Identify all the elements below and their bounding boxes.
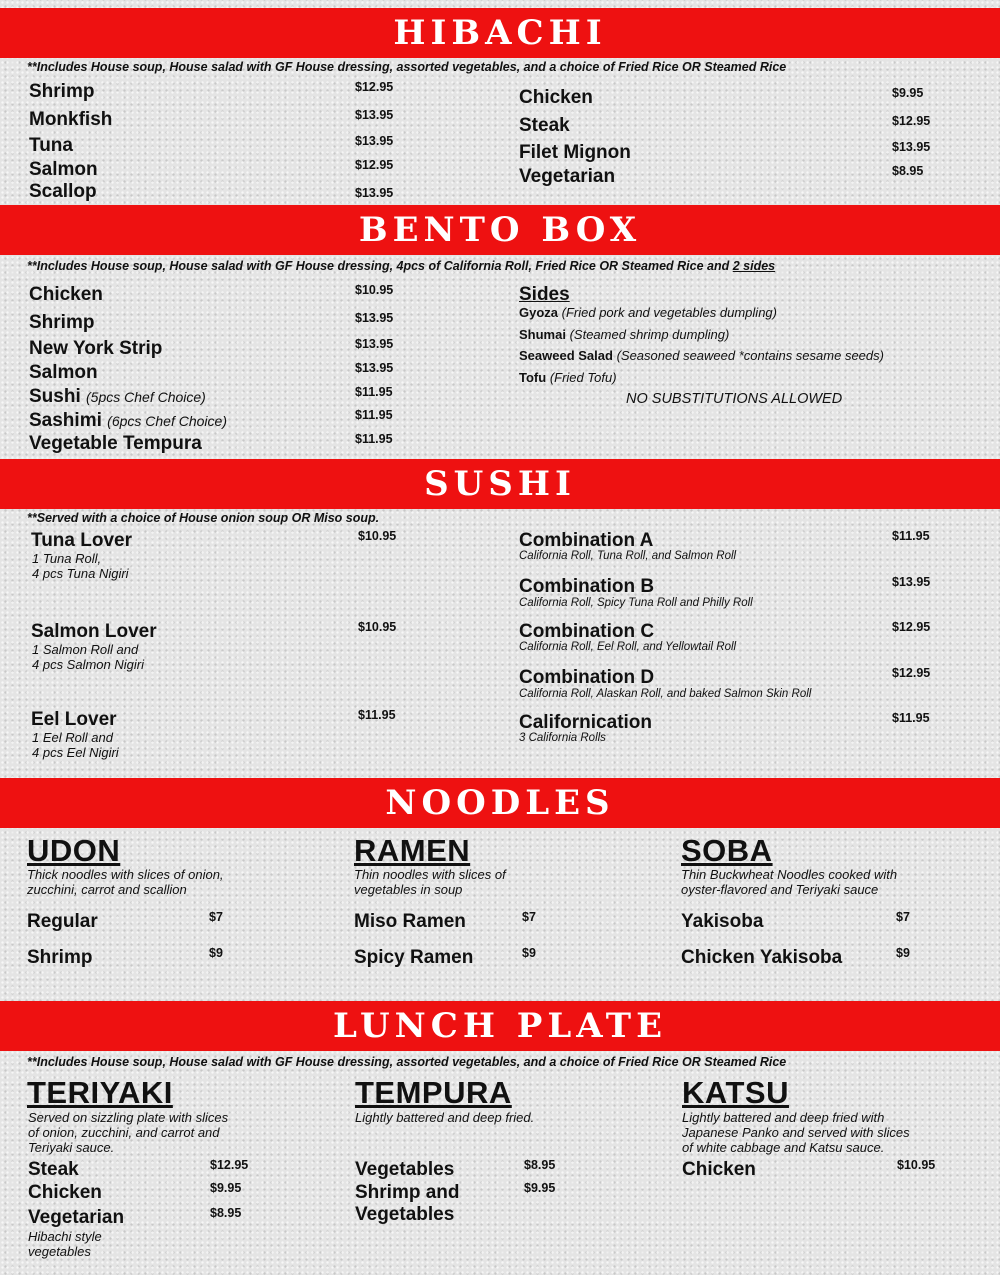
bento-item-name: Sashimi bbox=[29, 410, 102, 431]
noodle-price: $9 bbox=[522, 946, 536, 960]
noodle-item: Miso Ramen bbox=[354, 911, 466, 932]
sushi-item: Eel Lover bbox=[31, 709, 117, 730]
lunch-price: $8.95 bbox=[210, 1206, 242, 1220]
lunch-item: Chicken bbox=[682, 1159, 756, 1180]
bento-item: Shrimp bbox=[29, 312, 95, 333]
noodle-item: Yakisoba bbox=[681, 911, 764, 932]
side-item bbox=[519, 370, 617, 385]
lunch-price: $12.95 bbox=[210, 1158, 249, 1172]
hibachi-price: $9.95 bbox=[892, 86, 924, 100]
noodle-price: $7 bbox=[896, 910, 910, 924]
lunch-item: Steak bbox=[28, 1159, 79, 1180]
hibachi-price: $12.95 bbox=[355, 80, 394, 94]
lunch-item: Shrimp and bbox=[355, 1182, 460, 1203]
tempura-desc: Lightly battered and deep fried. bbox=[355, 1110, 535, 1125]
soba-desc: Thin Buckwheat Noodles cooked with bbox=[681, 867, 898, 882]
bento-item: Vegetable Tempura bbox=[29, 433, 202, 454]
bento-banner bbox=[0, 205, 1000, 255]
sushi-combo-desc: California Roll, Eel Roll, and Yellowtail Roll bbox=[519, 641, 737, 653]
side-item bbox=[519, 327, 729, 342]
noodle-item: Regular bbox=[27, 911, 98, 932]
lunch-banner bbox=[0, 1001, 1000, 1051]
side-desc: (Fried pork and vegetables dumpling) bbox=[561, 305, 777, 320]
bento-price: $13.95 bbox=[355, 337, 394, 351]
soba-heading: SOBA bbox=[681, 833, 773, 868]
sushi-price: $13.95 bbox=[892, 575, 931, 589]
sushi-combo: Combination A bbox=[519, 530, 654, 551]
sushi-price: $11.95 bbox=[358, 708, 396, 722]
hibachi-item: Steak bbox=[519, 115, 570, 136]
bento-item-name: Sushi bbox=[29, 386, 81, 407]
hibachi-price: $13.95 bbox=[355, 134, 394, 148]
sushi-item: Salmon Lover bbox=[31, 621, 157, 642]
sides-heading: Sides bbox=[519, 284, 570, 305]
lunch-note: **Includes House soup, House salad with GF House dressing, assorted vegetables, and a choice of Fried Rice OR Steamed Rice bbox=[27, 1055, 787, 1069]
hibachi-banner bbox=[0, 8, 1000, 58]
sushi-combo-desc: California Roll, Alaskan Roll, and baked Salmon Skin Roll bbox=[519, 688, 812, 700]
noodle-item: Spicy Ramen bbox=[354, 947, 474, 968]
teriyaki-veg-note: vegetables bbox=[28, 1244, 91, 1259]
teriyaki-desc: Served on sizzling plate with slices bbox=[28, 1110, 229, 1125]
hibachi-title: HIBACHI bbox=[393, 13, 607, 53]
sushi-price: $12.95 bbox=[892, 620, 931, 634]
hibachi-item: Scallop bbox=[29, 181, 97, 202]
hibachi-item: Salmon bbox=[29, 159, 98, 180]
tempura-heading: TEMPURA bbox=[355, 1075, 512, 1110]
bento-title: BENTO BOX bbox=[358, 210, 642, 250]
no-substitutions: NO SUBSTITUTIONS ALLOWED bbox=[626, 391, 843, 407]
side-desc: (Fried Tofu) bbox=[549, 370, 617, 385]
sushi-price: $11.95 bbox=[892, 529, 930, 543]
hibachi-item: Monkfish bbox=[29, 109, 113, 130]
katsu-heading: KATSU bbox=[682, 1075, 789, 1110]
sushi-desc: 1 Salmon Roll and bbox=[32, 642, 139, 657]
hibachi-price: $12.95 bbox=[355, 158, 394, 172]
hibachi-price: $13.95 bbox=[355, 186, 394, 200]
sushi-combo-desc: California Roll, Spicy Tuna Roll and Philly Roll bbox=[519, 597, 753, 609]
lunch-item: Vegetables bbox=[355, 1159, 455, 1180]
side-name: Shumai bbox=[519, 327, 566, 342]
hibachi-item: Vegetarian bbox=[519, 166, 616, 187]
bento-item-detail: (5pcs Chef Choice) bbox=[86, 389, 206, 405]
noodles-banner bbox=[0, 778, 1000, 828]
lunch-price: $9.95 bbox=[210, 1181, 242, 1195]
lunch-price: $8.95 bbox=[524, 1158, 556, 1172]
sushi-item: Tuna Lover bbox=[31, 530, 132, 551]
udon-heading: UDON bbox=[27, 833, 121, 868]
sushi-combo-desc: California Roll, Tuna Roll, and Salmon Roll bbox=[519, 550, 737, 562]
side-item bbox=[519, 305, 777, 320]
noodle-item: Shrimp bbox=[27, 947, 93, 968]
bento-item: New York Strip bbox=[29, 338, 163, 359]
hibachi-note: **Includes House soup, House salad with GF House dressing, assorted vegetables, and a choice of Fried Rice OR Steamed Rice bbox=[27, 60, 787, 74]
noodle-price: $9 bbox=[896, 946, 910, 960]
sushi-desc: 4 pcs Salmon Nigiri bbox=[32, 657, 144, 672]
noodle-item: Chicken Yakisoba bbox=[681, 947, 843, 968]
lunch-price: $9.95 bbox=[524, 1181, 556, 1195]
lunch-price: $10.95 bbox=[897, 1158, 936, 1172]
sushi-price: $11.95 bbox=[892, 711, 930, 725]
noodle-price: $7 bbox=[209, 910, 223, 924]
side-name: Tofu bbox=[519, 370, 547, 385]
teriyaki-desc: Teriyaki sauce. bbox=[28, 1140, 115, 1155]
hibachi-price: $13.95 bbox=[892, 140, 931, 154]
teriyaki-veg-note: Hibachi style bbox=[28, 1229, 102, 1244]
sushi-price: $12.95 bbox=[892, 666, 931, 680]
hibachi-price: $12.95 bbox=[892, 114, 931, 128]
side-name: Seaweed Salad bbox=[519, 348, 613, 363]
sushi-combo: Combination C bbox=[519, 621, 655, 642]
ramen-desc: vegetables in soup bbox=[354, 882, 463, 897]
katsu-desc: Japanese Panko and served with slices bbox=[682, 1125, 910, 1140]
hibachi-item: Tuna bbox=[29, 135, 73, 156]
bento-price: $11.95 bbox=[355, 408, 393, 422]
soba-desc: oyster-flavored and Teriyaki sauce bbox=[681, 882, 879, 897]
ramen-heading: RAMEN bbox=[354, 833, 471, 868]
bento-price: $11.95 bbox=[355, 432, 393, 446]
side-desc: (Seasoned seaweed *contains sesame seeds) bbox=[616, 348, 884, 363]
sushi-desc: 4 pcs Tuna Nigiri bbox=[32, 566, 129, 581]
teriyaki-heading: TERIYAKI bbox=[27, 1075, 173, 1110]
sushi-desc: 1 Tuna Roll, bbox=[32, 551, 102, 566]
hibachi-item: Shrimp bbox=[29, 81, 95, 102]
bento-item bbox=[29, 386, 206, 408]
bento-item bbox=[29, 410, 227, 432]
bento-price: $13.95 bbox=[355, 361, 394, 375]
bento-note bbox=[27, 259, 775, 273]
hibachi-price: $13.95 bbox=[355, 108, 394, 122]
side-item bbox=[519, 348, 884, 363]
sushi-combo: Combination B bbox=[519, 576, 655, 597]
sushi-desc: 1 Eel Roll and bbox=[32, 730, 113, 745]
bento-note-text: **Includes House soup, House salad with GF House dressing, 4pcs of California Roll, Fried Rice OR Steamed Rice and bbox=[27, 259, 733, 273]
ramen-desc: Thin noodles with slices of bbox=[354, 867, 506, 882]
sushi-note: **Served with a choice of House onion soup OR Miso soup. bbox=[27, 511, 380, 525]
bento-price: $13.95 bbox=[355, 311, 394, 325]
hibachi-item: Filet Mignon bbox=[519, 142, 631, 163]
sushi-price: $10.95 bbox=[358, 620, 397, 634]
side-desc: (Steamed shrimp dumpling) bbox=[569, 327, 730, 342]
lunch-item: Vegetables bbox=[355, 1204, 455, 1225]
noodle-price: $9 bbox=[209, 946, 223, 960]
bento-item: Chicken bbox=[29, 284, 103, 305]
katsu-desc: Lightly battered and deep fried with bbox=[682, 1110, 885, 1125]
bento-item-detail: (6pcs Chef Choice) bbox=[107, 413, 227, 429]
bento-price: $11.95 bbox=[355, 385, 393, 399]
noodle-price: $7 bbox=[522, 910, 536, 924]
noodles-title: NOODLES bbox=[385, 783, 615, 823]
sushi-desc: 4 pcs Eel Nigiri bbox=[32, 745, 119, 760]
teriyaki-desc: of onion, zucchini, and carrot and bbox=[28, 1125, 220, 1140]
sushi-banner bbox=[0, 459, 1000, 509]
bento-item: Salmon bbox=[29, 362, 98, 383]
sushi-title: SUSHI bbox=[424, 464, 576, 504]
katsu-desc: of white cabbage and Katsu sauce. bbox=[682, 1140, 885, 1155]
sushi-price: $10.95 bbox=[358, 529, 397, 543]
bento-note-sides: 2 sides bbox=[732, 259, 776, 273]
sushi-combo: Combination D bbox=[519, 667, 655, 688]
hibachi-price: $8.95 bbox=[892, 164, 924, 178]
bento-price: $10.95 bbox=[355, 283, 394, 297]
udon-desc: zucchini, carrot and scallion bbox=[27, 882, 187, 897]
lunch-item: Chicken bbox=[28, 1182, 102, 1203]
sushi-combo: Californication bbox=[519, 712, 653, 733]
hibachi-item: Chicken bbox=[519, 87, 593, 108]
udon-desc: Thick noodles with slices of onion, bbox=[27, 867, 224, 882]
lunch-title: LUNCH PLATE bbox=[332, 1006, 667, 1046]
lunch-item: Vegetarian bbox=[28, 1207, 125, 1228]
side-name: Gyoza bbox=[519, 305, 559, 320]
sushi-combo-desc: 3 California Rolls bbox=[519, 732, 606, 744]
